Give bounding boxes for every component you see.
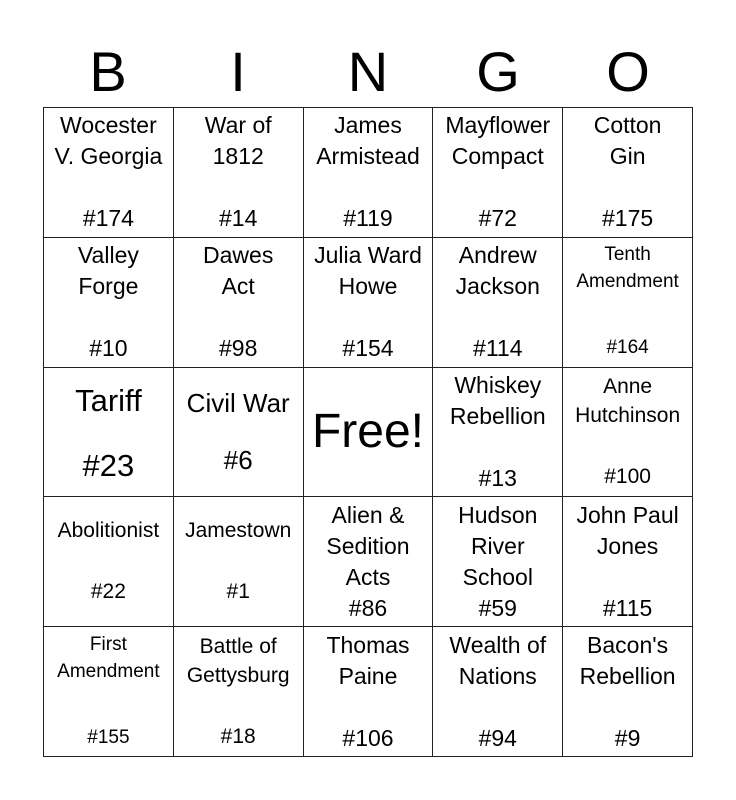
cell-number: #22: [90, 580, 126, 604]
cell-term: Wocester V. Georgia: [54, 112, 163, 170]
bingo-cell[interactable]: [563, 108, 693, 238]
bingo-cell[interactable]: [433, 368, 563, 498]
bingo-card-grid: [43, 107, 693, 757]
cell-number: #10: [89, 335, 128, 362]
cell-term: Tenth Amendment: [576, 244, 679, 293]
bingo-cell[interactable]: [433, 238, 563, 368]
header-letter-g: G: [476, 40, 520, 103]
cell-number: #174: [82, 205, 134, 232]
cell-number: #1: [226, 580, 250, 604]
free-space-label: Free!: [311, 404, 424, 458]
bingo-cell[interactable]: [433, 627, 563, 757]
cell-number: #14: [219, 205, 258, 232]
cell-number: #155: [87, 726, 130, 748]
header-letter-b: B: [89, 40, 127, 103]
bingo-cell[interactable]: [174, 368, 304, 498]
cell-term: Julia Ward Howe: [314, 242, 422, 300]
cell-number: #23: [82, 447, 135, 483]
cell-term: Valley Forge: [77, 242, 139, 300]
cell-term: Alien & Sedition Acts: [326, 501, 410, 590]
cell-number: #59: [478, 594, 517, 621]
bingo-cell[interactable]: [563, 368, 693, 498]
header-letter-i: I: [230, 40, 246, 103]
bingo-cell[interactable]: [44, 627, 174, 757]
bingo-cell[interactable]: [174, 238, 304, 368]
cell-term: Wealth of Nations: [449, 631, 547, 689]
cell-term: Dawes Act: [203, 242, 274, 300]
cell-term: Jamestown: [185, 519, 292, 543]
header-letter-n: N: [347, 40, 389, 103]
bingo-cell[interactable]: [433, 108, 563, 238]
cell-number: #9: [614, 724, 641, 751]
bingo-cell[interactable]: [44, 108, 174, 238]
cell-number: #115: [602, 594, 653, 621]
cell-number: #6: [223, 445, 253, 476]
bingo-cell[interactable]: [304, 108, 434, 238]
cell-term: Hudson River School: [458, 501, 538, 590]
cell-number: #98: [219, 335, 258, 362]
bingo-cell[interactable]: [304, 238, 434, 368]
bingo-cell[interactable]: [563, 627, 693, 757]
cell-number: #100: [604, 464, 651, 488]
cell-number: #86: [348, 594, 388, 621]
cell-number: #72: [478, 205, 517, 232]
cell-term: Tariff: [75, 382, 142, 418]
cell-term: Thomas Paine: [326, 631, 410, 689]
cell-number: #13: [478, 464, 517, 491]
bingo-cell[interactable]: [563, 497, 693, 627]
bingo-cell[interactable]: [433, 497, 563, 627]
cell-number: #164: [606, 337, 649, 359]
cell-number: #94: [478, 724, 517, 751]
cell-term: War of 1812: [204, 112, 272, 170]
bingo-cell[interactable]: [174, 627, 304, 757]
cell-number: #114: [473, 335, 523, 362]
cell-number: #175: [602, 205, 654, 232]
cell-number: #18: [220, 724, 256, 748]
free-space-cell[interactable]: [304, 368, 434, 498]
cell-term: Civil War: [186, 388, 290, 419]
cell-term: James Armistead: [316, 112, 420, 170]
cell-number: #106: [342, 724, 394, 751]
cell-number: #119: [343, 205, 393, 232]
bingo-cell[interactable]: [174, 108, 304, 238]
cell-number: #154: [342, 335, 394, 362]
bingo-cell[interactable]: [304, 627, 434, 757]
bingo-cell[interactable]: [44, 368, 174, 498]
cell-term: Mayflower Compact: [445, 112, 551, 170]
cell-term: First Amendment: [57, 633, 160, 682]
bingo-cell[interactable]: [44, 497, 174, 627]
cell-term: Abolitionist: [57, 519, 160, 543]
cell-term: John Paul Jones: [576, 501, 679, 559]
bingo-cell[interactable]: [304, 497, 434, 627]
cell-term: Cotton Gin: [593, 112, 662, 170]
bingo-header: [43, 40, 693, 104]
cell-term: Andrew Jackson: [455, 242, 540, 300]
header-letter-o: O: [606, 40, 650, 103]
bingo-cell[interactable]: [563, 238, 693, 368]
cell-term: Battle of Gettysburg: [186, 634, 290, 687]
cell-term: Whiskey Rebellion: [449, 371, 546, 429]
cell-term: Bacon's Rebellion: [579, 631, 676, 689]
bingo-cell[interactable]: [44, 238, 174, 368]
bingo-cell[interactable]: [174, 497, 304, 627]
cell-term: Anne Hutchinson: [575, 374, 681, 427]
